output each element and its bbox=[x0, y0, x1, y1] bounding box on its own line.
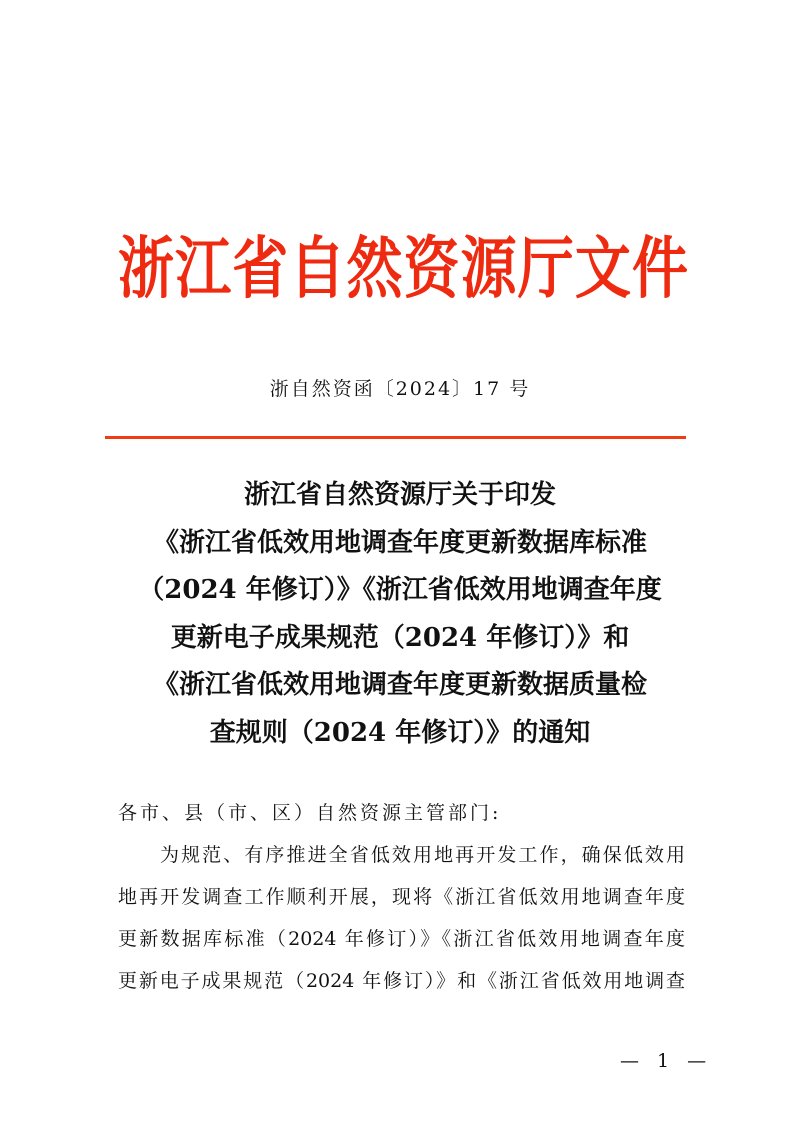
salutation: 各市、县（市、区）自然资源主管部门: bbox=[118, 802, 502, 824]
notice-title-line: 浙江省自然资源厅关于印发 bbox=[243, 480, 556, 510]
body-text bbox=[118, 792, 685, 1002]
body-line: 地再开发调查工作顺利开展，现将《浙江省低效用地调查年度 bbox=[118, 886, 685, 908]
document-number: 浙自然资函〔2024〕17 号 bbox=[269, 378, 531, 400]
notice-title-line: 查规则（2024 年修订）》的通知 bbox=[209, 717, 591, 748]
notice-title-line: 《浙江省低效用地调查年度更新数据质量检 bbox=[152, 670, 647, 700]
body-line: 更新数据库标准（2024 年修订）》《浙江省低效用地调查年度 bbox=[118, 928, 685, 950]
body-line: 为规范、有序推进全省低效用地再开发工作，确保低效用 bbox=[160, 844, 685, 866]
body-line: 更新电子成果规范（2024 年修订）》和《浙江省低效用地调查 bbox=[118, 970, 685, 992]
notice-title-line: 《浙江省低效用地调查年度更新数据库标准 bbox=[152, 527, 647, 558]
notice-title bbox=[110, 472, 690, 757]
document-header-title: 浙江省自然资源厅文件 bbox=[118, 230, 688, 309]
notice-title-line: 更新电子成果规范（2024 年修订）》和 bbox=[170, 622, 630, 653]
notice-title-line: （2024 年修订）》《浙江省低效用地调查年度 bbox=[138, 575, 662, 605]
red-divider bbox=[105, 436, 686, 439]
page-number: — 1 — bbox=[620, 1050, 713, 1072]
